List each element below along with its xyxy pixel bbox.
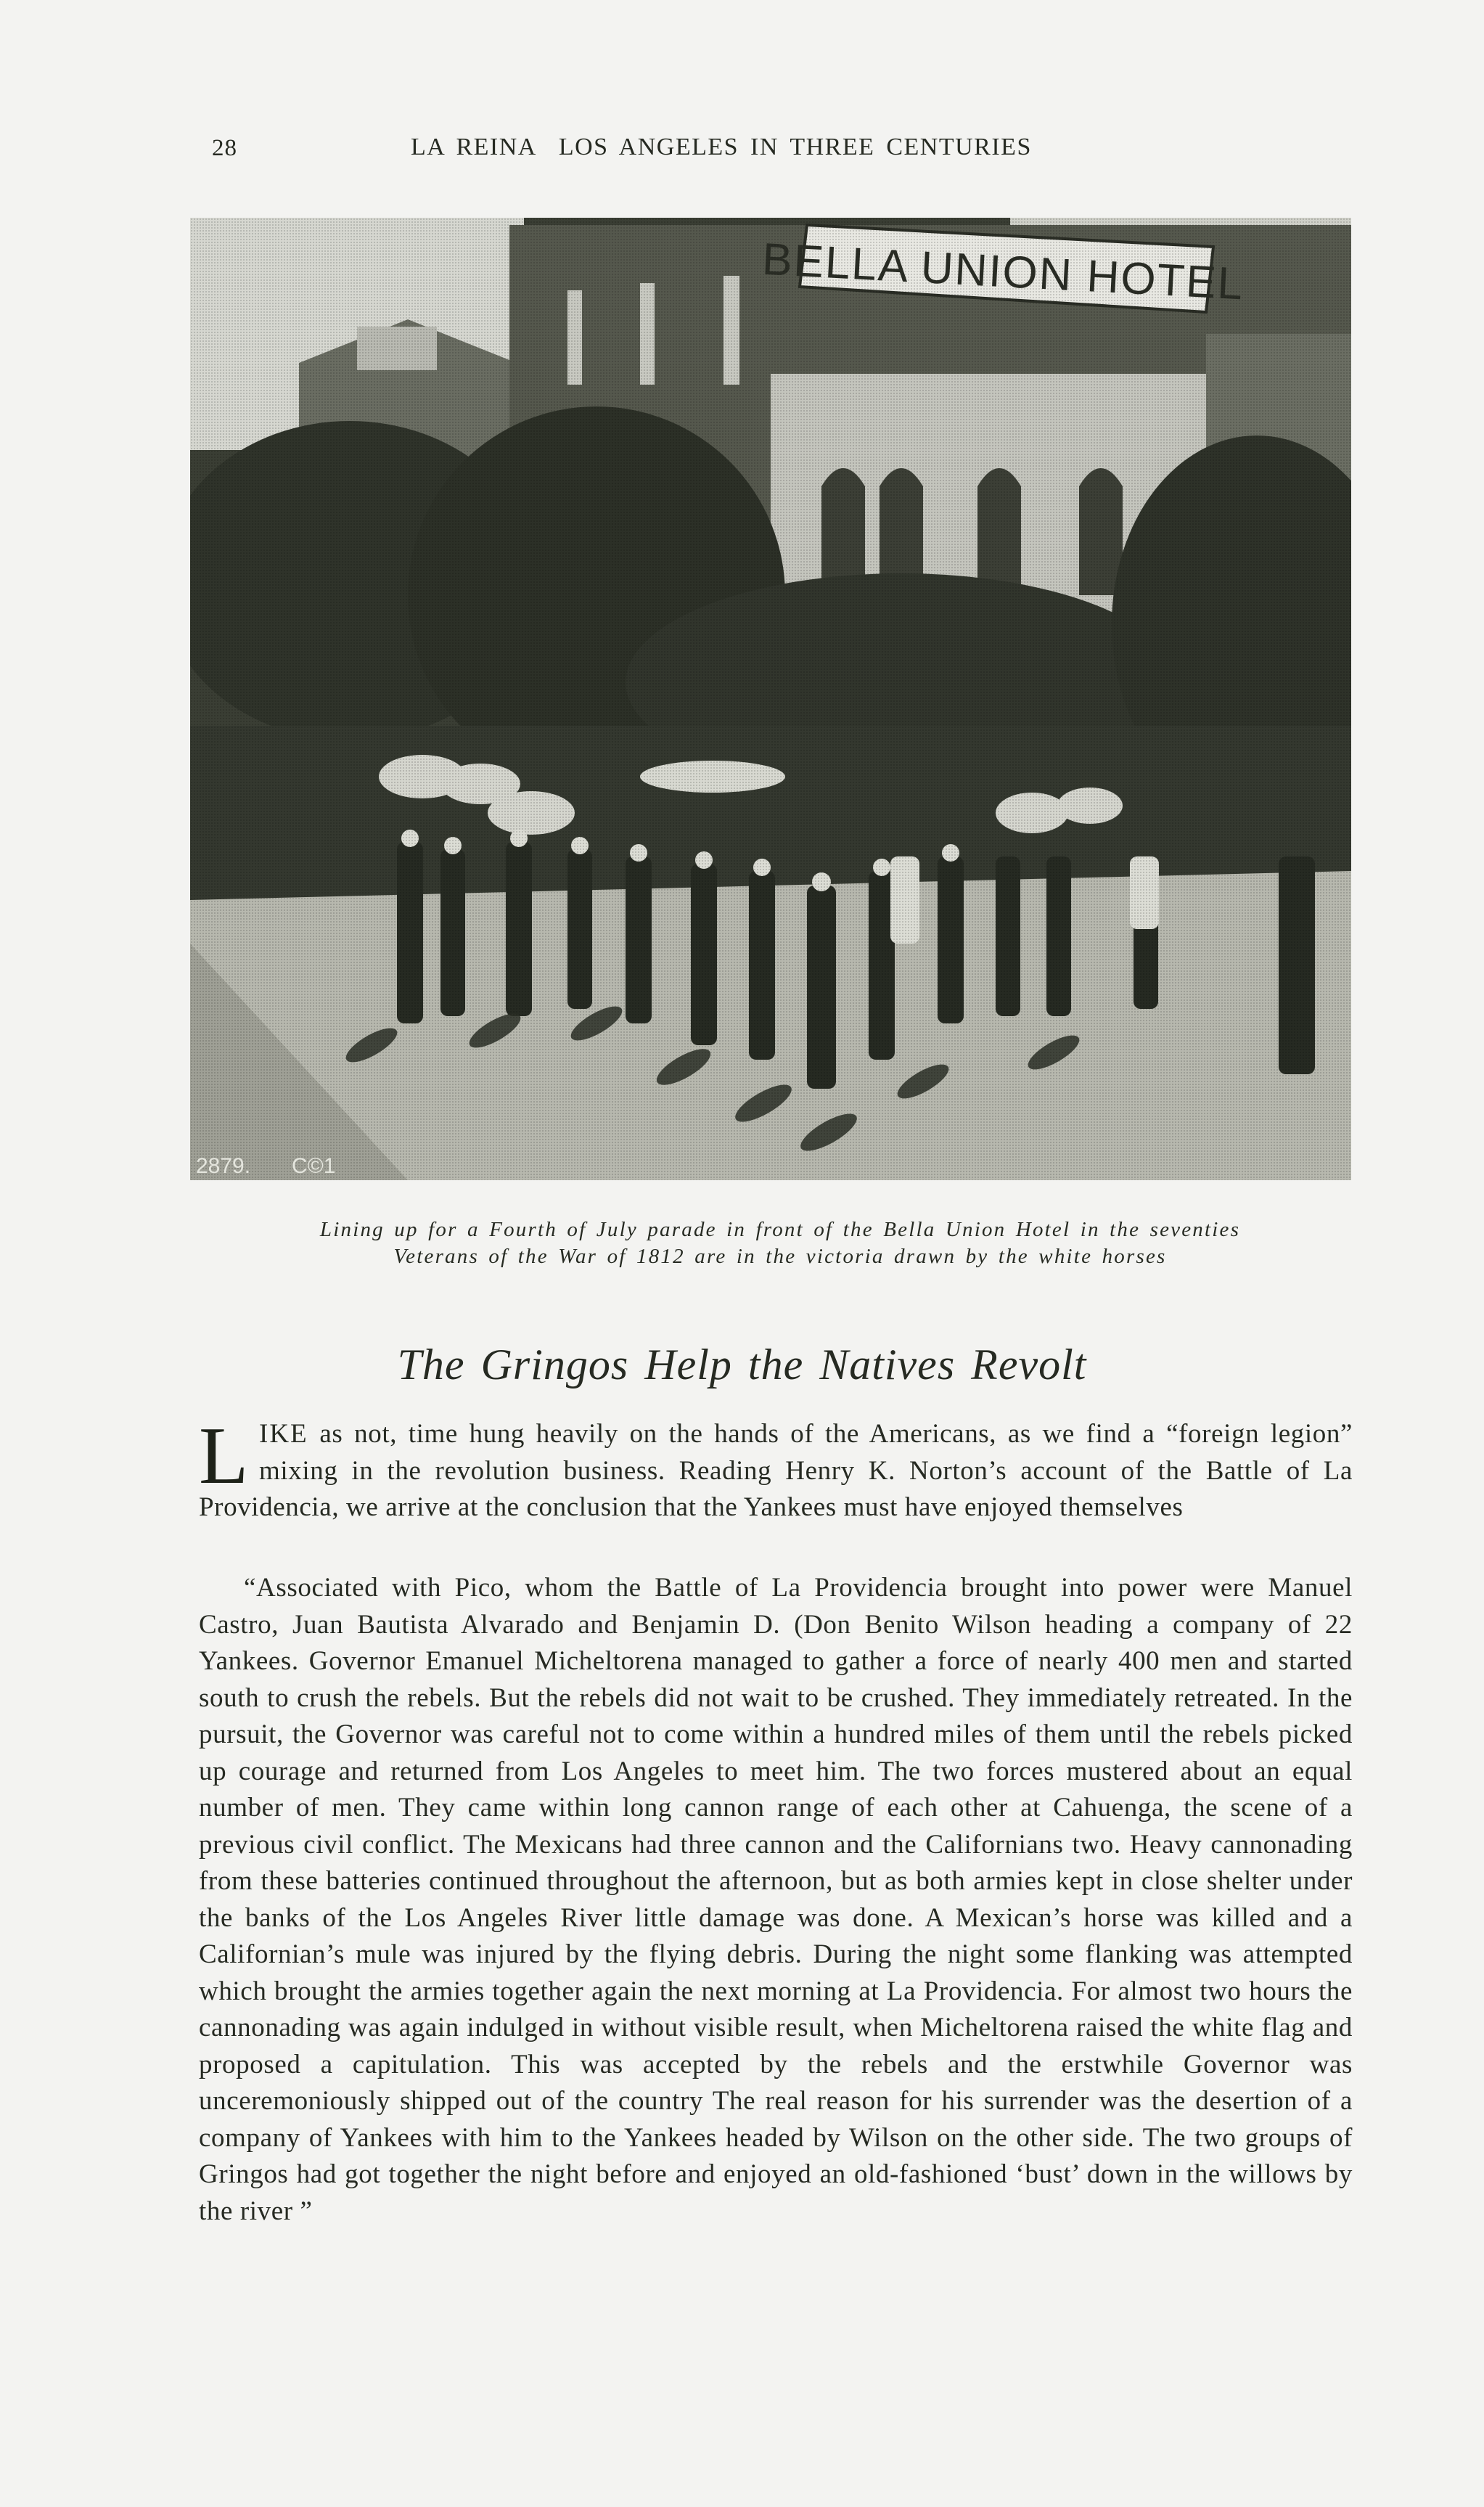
paragraph-2: “Associated with Pico, whom the Battle of La Providencia brought into power were Manuel Castro, Juan Bautista Alvarado and Benjamin D. (Don Benito Wilson heading a company of 22 Yankees. Governor Emanuel Micheltorena managed to gather a force of nearly 400 men and started south to crush the rebels. But the rebels did not wait to be crushed. They immediately retreated. In the pursuit, the Governor was careful not to come within a hundred miles of them until the rebels picked up courage and returned from Los Angeles to meet him. The two forces mustered about an equal number of men. They came within long cannon range of each other at Cahuenga, the scene of a previous civil conflict. The Mexicans had three cannon and the Californians two. Heavy cannonading from these batteries continued throughout the afternoon, but as both armies kept in close shelter under the banks of the Los Angeles River little damage was done. A Mexican’s horse was killed and a Californian’s mule was injured by the flying debris. During the night some flanking was attempted which brought the armies together again the next morning at La Providencia. For almost two hours the cannonading was again indulged in without visible result, when Micheltorena raised the white flag and proposed a capitulation. This was accepted by the rebels and the erstwhile Governor was unceremoniously shipped out of the country The real reason for his surrender was the desertion of a company of Yankees with him to the Yankees headed by Wilson on the other side. The two groups of Gringos had got together the night before and enjoyed an old-fashioned ‘bust’ down in the willows by the river ” xyxy=(199,1573,1353,2226)
book-subtitle: LOS ANGELES IN THREE CENTURIES xyxy=(558,134,1032,160)
svg-text:C©1: C©1 xyxy=(292,1154,336,1178)
running-head xyxy=(411,134,1032,161)
paragraph-1-text: as not, time hung heavily on the hands of the Americans, as we find a “foreign legion” mixing in the revolution business. Reading Henry K. Norton’s account of the Battle of La Providencia, we arrive at the conclusion that the Yankees must have enjoyed themselves xyxy=(199,1419,1353,1522)
caption-line-1: Lining up for a Fourth of July parade in front of the Bella Union Hotel in the seventies xyxy=(319,1218,1241,1241)
page-number: 28 xyxy=(212,135,237,161)
historical-photo xyxy=(190,218,1351,1180)
caption-line-2: Veterans of the War of 1812 are in the victoria drawn by the white horses xyxy=(393,1245,1167,1268)
drop-cap: L xyxy=(199,1411,250,1501)
paragraph-1 xyxy=(199,1411,1353,1526)
article-title: The Gringos Help the Natives Revolt xyxy=(397,1341,1087,1389)
svg-text:2879.: 2879. xyxy=(196,1154,251,1178)
lead-caps: IKE xyxy=(259,1419,308,1449)
photo-illustration xyxy=(190,218,1351,1180)
photo-caption xyxy=(218,1216,1342,1270)
book-title: LA REINA xyxy=(411,134,537,160)
